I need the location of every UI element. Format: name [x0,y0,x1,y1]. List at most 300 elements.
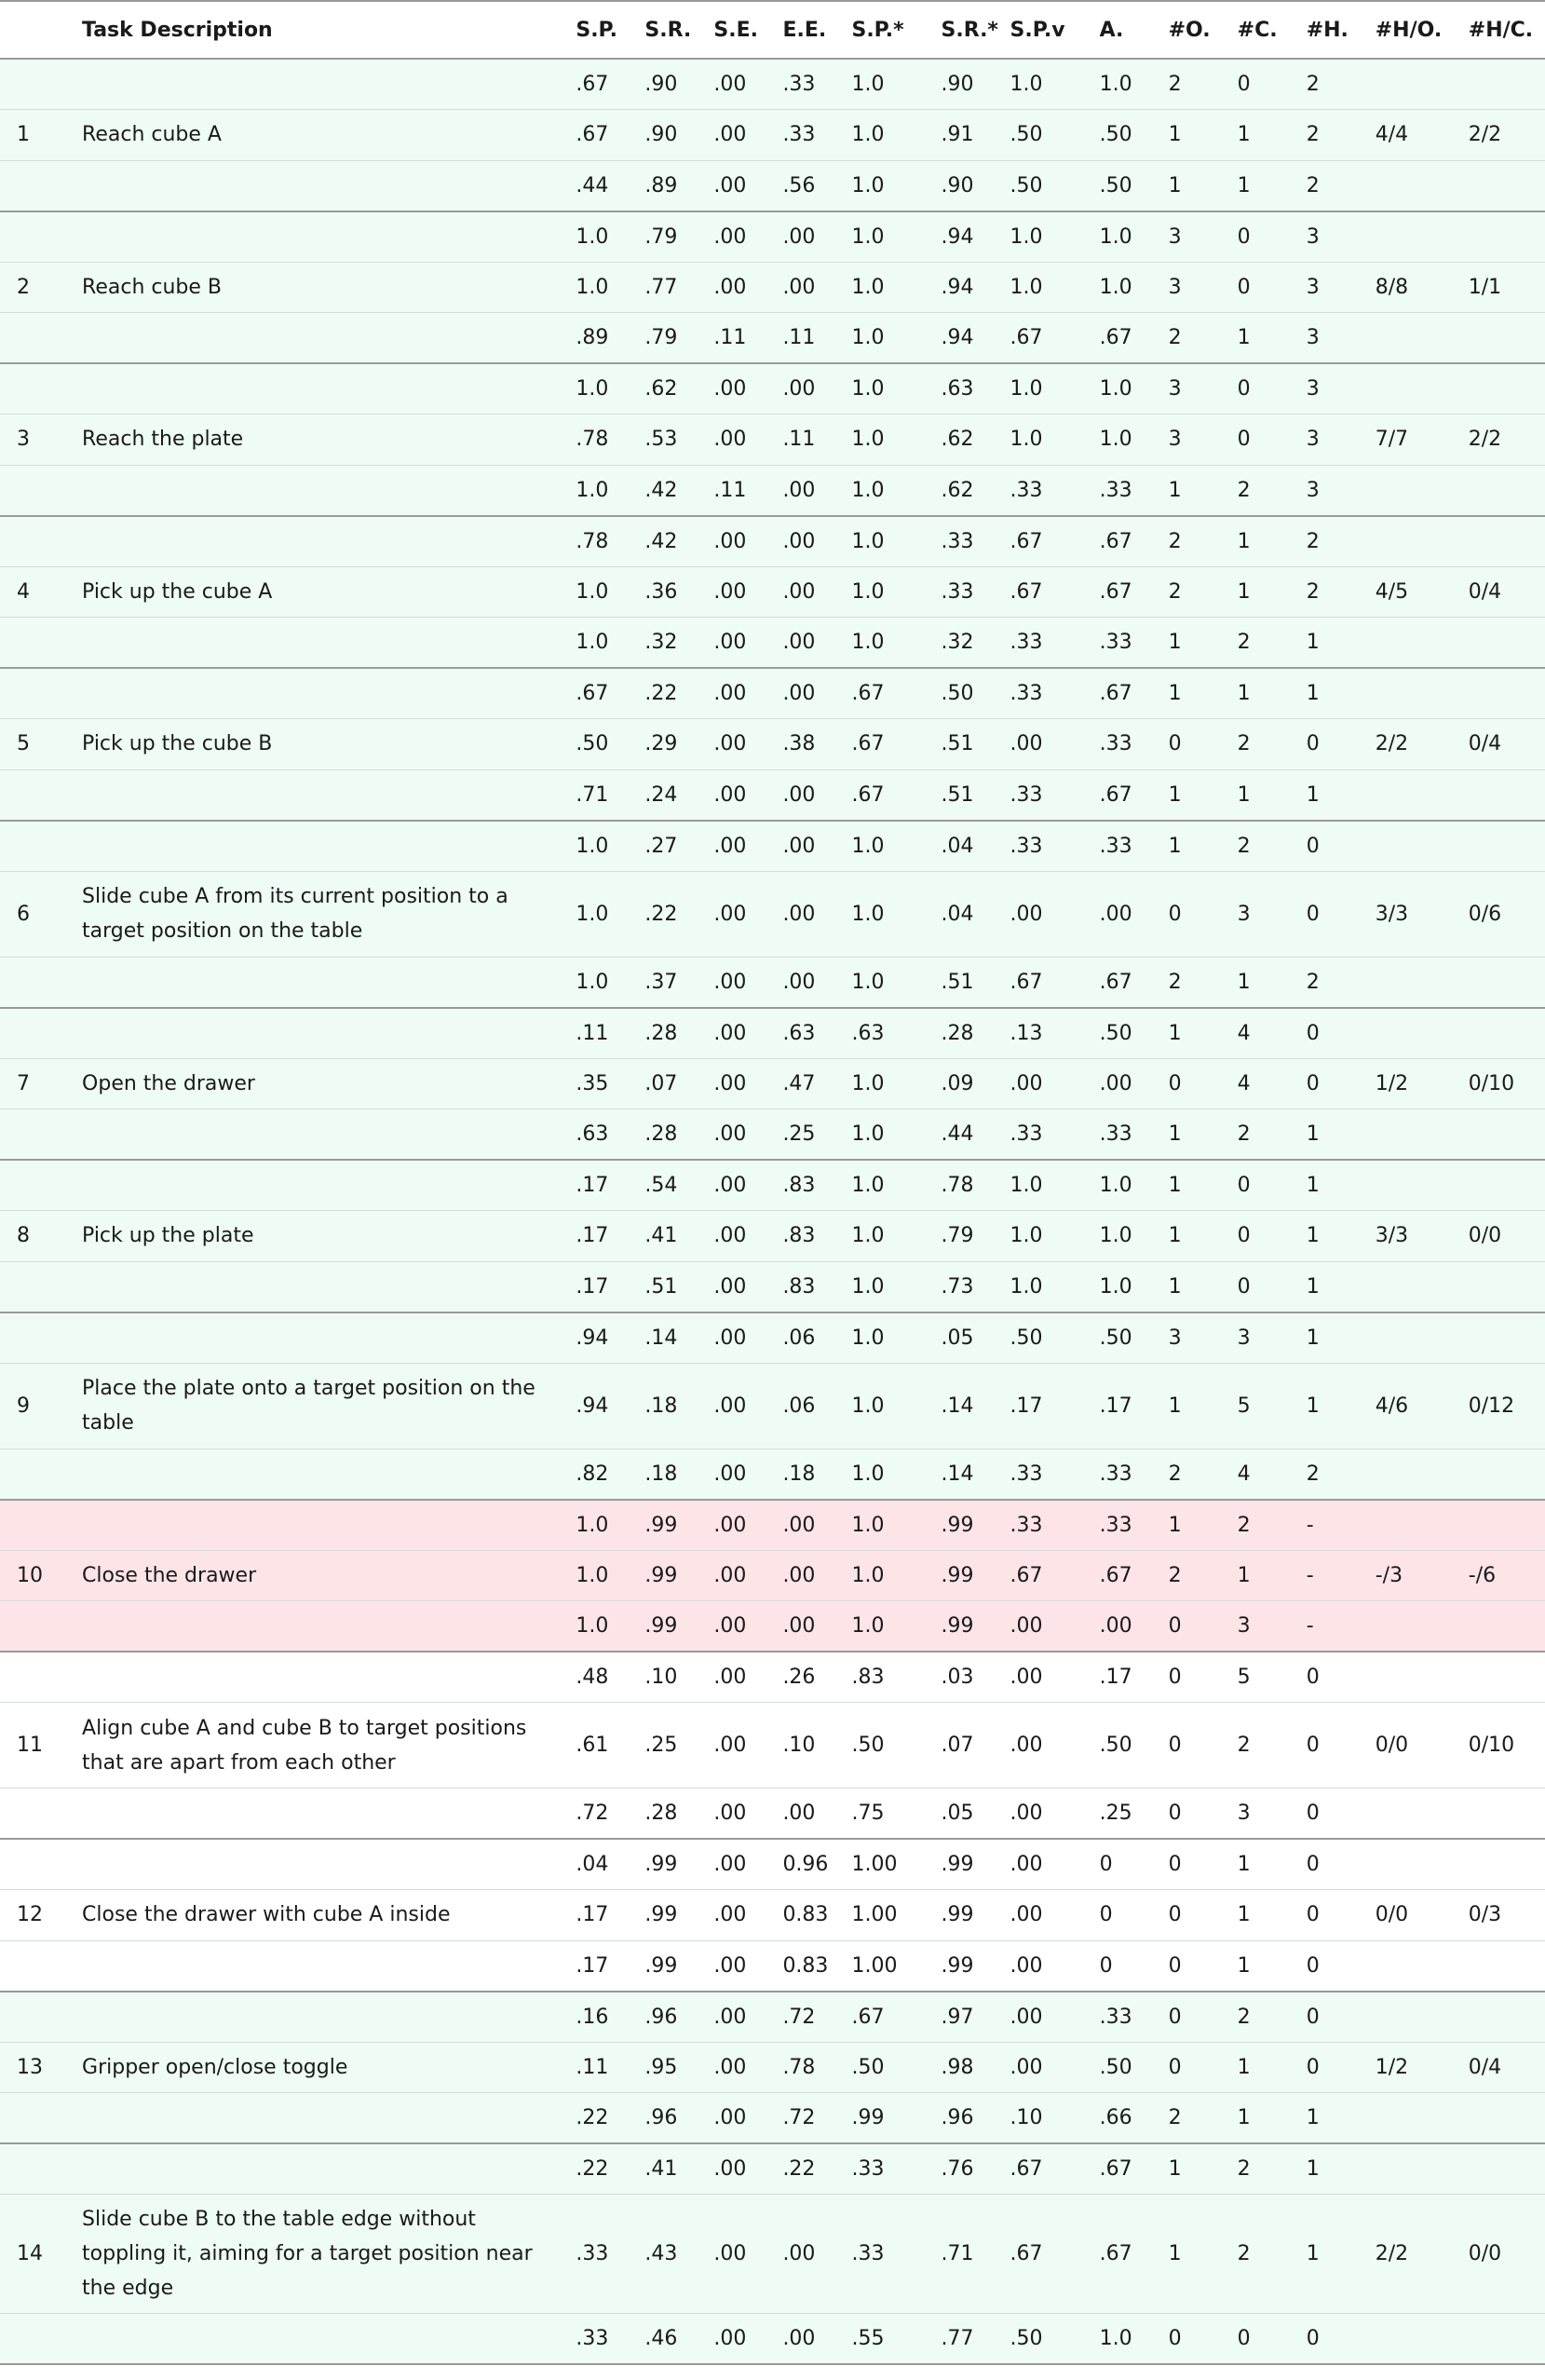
cell-se: .00 [697,1261,766,1312]
table-bottom-rule [0,2364,1545,2365]
task-id-cell [0,618,65,669]
cell-sr: .36 [628,566,697,618]
cell-sr-star: .07 [925,1703,994,1788]
cell-a: 1.0 [1083,1261,1152,1312]
task-description-cell [65,2093,559,2144]
cell-h-over-o [1359,1788,1452,1840]
cell-ee: .00 [766,618,834,669]
task-id-cell: 7 [0,1058,65,1109]
task-description-cell [65,211,559,263]
cell-a: 0 [1083,1890,1152,1941]
cell-sp: .50 [559,719,628,770]
cell-sp: .11 [559,2042,628,2093]
cell-sp-star: .33 [834,2143,924,2195]
cell-h-over-c: 0/6 [1452,871,1545,957]
cell-spv: .13 [994,1008,1083,1059]
task-id-cell [0,1109,65,1161]
cell-sp-star: .83 [834,1652,924,1703]
task-id-cell [0,313,65,364]
table-row [0,769,1545,821]
cell-a: .17 [1083,1652,1152,1703]
cell-sp-star: .50 [834,2042,924,2093]
task-group-13 [0,1992,1545,2144]
cell-h-over-c [1452,211,1545,263]
cell-a: .00 [1083,1601,1152,1652]
task-id-cell [0,1652,65,1703]
cell-sr: .53 [628,415,697,466]
table-row [0,1109,1545,1161]
cell-sr-star: .05 [925,1312,994,1364]
cell-spv: .00 [994,1890,1083,1941]
cell-sr-star: .98 [925,2042,994,2093]
cell-h-over-o: 4/5 [1359,566,1452,618]
cell-sp: .16 [559,1992,628,2043]
table-row [0,1261,1545,1312]
cell-h-over-o: 8/8 [1359,262,1452,313]
cell-sr-star: .73 [925,1261,994,1312]
task-id-cell [0,668,65,719]
cell-spv: .00 [994,1652,1083,1703]
cell-num-c: 0 [1221,211,1290,263]
cell-spv: .00 [994,1703,1083,1788]
cell-a: .33 [1083,719,1152,770]
cell-a: .00 [1083,1058,1152,1109]
cell-h-over-c: 0/12 [1452,1363,1545,1448]
task-id-cell: 12 [0,1890,65,1941]
task-group-12 [0,1839,1545,1992]
cell-h-over-c [1452,2143,1545,2195]
task-id-cell [0,363,65,415]
cell-num-o: 0 [1152,871,1221,957]
cell-h-over-c [1452,769,1545,821]
table-row [0,363,1545,415]
cell-num-o: 1 [1152,1008,1221,1059]
cell-num-h: 3 [1290,415,1359,466]
cell-num-c: 0 [1221,415,1290,466]
cell-sp: .17 [559,1261,628,1312]
cell-ee: .00 [766,668,834,719]
cell-sp: .67 [559,59,628,110]
cell-sr-star: .97 [925,1992,994,2043]
cell-sp-star: 1.0 [834,415,924,466]
cell-sr: .28 [628,1008,697,1059]
cell-num-o: 0 [1152,1058,1221,1109]
cell-num-h: 1 [1290,1261,1359,1312]
cell-num-c: 5 [1221,1652,1290,1703]
table-row [0,2314,1545,2365]
cell-h-over-o [1359,769,1452,821]
task-description-cell [65,1992,559,2043]
cell-spv: .67 [994,2143,1083,2195]
cell-sp-star: 1.0 [834,211,924,263]
cell-h-over-o: 0/0 [1359,1890,1452,1941]
task-description-cell [65,769,559,821]
cell-spv: .33 [994,618,1083,669]
table-row [0,1652,1545,1703]
cell-ee: .22 [766,2143,834,2195]
task-id-cell: 13 [0,2042,65,2093]
task-id-cell: 14 [0,2195,65,2314]
task-id-cell [0,769,65,821]
task-id-cell: 10 [0,1550,65,1601]
cell-sr: .10 [628,1652,697,1703]
task-description-cell [65,1601,559,1652]
cell-num-c: 3 [1221,1601,1290,1652]
table-row [0,2143,1545,2195]
cell-sp: 1.0 [559,566,628,618]
task-description-cell: Gripper open/close toggle [65,2042,559,2093]
cell-h-over-c [1452,363,1545,415]
header-ee: E.E. [766,1,834,59]
cell-se: .00 [697,719,766,770]
cell-sp: 1.0 [559,957,628,1008]
task-id-cell [0,1448,65,1500]
cell-num-h: - [1290,1550,1359,1601]
cell-h-over-c [1452,1008,1545,1059]
cell-num-h: - [1290,1601,1359,1652]
cell-num-h: 0 [1290,1703,1359,1788]
cell-sp-star: 1.0 [834,1109,924,1161]
task-id-cell [0,2314,65,2365]
cell-sr-star: .63 [925,363,994,415]
cell-ee: .00 [766,262,834,313]
cell-h-over-o [1359,59,1452,110]
cell-spv: .67 [994,313,1083,364]
cell-a: .33 [1083,618,1152,669]
cell-sr-star: .94 [925,262,994,313]
cell-ee: .00 [766,957,834,1008]
cell-se: .00 [697,1839,766,1890]
cell-sr-star: .71 [925,2195,994,2314]
cell-h-over-c [1452,1992,1545,2043]
cell-sp: .89 [559,313,628,364]
cell-num-o: 1 [1152,160,1221,211]
cell-se: .00 [697,1652,766,1703]
table-row [0,566,1545,618]
cell-h-over-o: 4/6 [1359,1363,1452,1448]
cell-num-o: 1 [1152,618,1221,669]
cell-sp-star: .63 [834,1008,924,1059]
cell-sr: .41 [628,2143,697,2195]
task-description-cell [65,957,559,1008]
cell-num-o: 1 [1152,668,1221,719]
cell-spv: .33 [994,1109,1083,1161]
cell-sp: .71 [559,769,628,821]
cell-h-over-c [1452,668,1545,719]
table-row [0,1160,1545,1211]
cell-sp: .82 [559,1448,628,1500]
cell-num-h: 0 [1290,821,1359,872]
cell-num-h: 2 [1290,957,1359,1008]
cell-sp-star: .67 [834,1992,924,2043]
cell-sp: .04 [559,1839,628,1890]
cell-spv: .33 [994,769,1083,821]
cell-se: .00 [697,1211,766,1262]
cell-ee: 0.96 [766,1839,834,1890]
cell-num-c: 1 [1221,1550,1290,1601]
cell-se: .00 [697,110,766,161]
cell-spv: .67 [994,516,1083,567]
task-description-cell [65,1788,559,1840]
cell-ee: .18 [766,1448,834,1500]
cell-sp-star: 1.0 [834,465,924,516]
cell-se: .00 [697,2093,766,2144]
cell-ee: .47 [766,1058,834,1109]
cell-spv: .50 [994,2314,1083,2365]
cell-sp-star: 1.0 [834,1601,924,1652]
cell-sp: 1.0 [559,363,628,415]
cell-ee: .00 [766,363,834,415]
cell-num-o: 0 [1152,719,1221,770]
task-group-14 [0,2143,1545,2364]
cell-num-c: 0 [1221,1160,1290,1211]
cell-spv: .50 [994,160,1083,211]
cell-sr: .96 [628,1992,697,2043]
cell-h-over-c [1452,1940,1545,1992]
cell-h-over-o: 7/7 [1359,415,1452,466]
header-sr: S.R. [628,1,697,59]
cell-h-over-c: 2/2 [1452,110,1545,161]
cell-num-o: 0 [1152,1839,1221,1890]
cell-ee: .10 [766,1703,834,1788]
table-row [0,2093,1545,2144]
cell-num-h: 0 [1290,1890,1359,1941]
table-row [0,1839,1545,1890]
cell-num-c: 1 [1221,668,1290,719]
cell-spv: .50 [994,110,1083,161]
table-row [0,1940,1545,1992]
cell-num-h: 2 [1290,516,1359,567]
cell-sp-star: .50 [834,1703,924,1788]
cell-h-over-o [1359,211,1452,263]
cell-h-over-c: 0/0 [1452,2195,1545,2314]
cell-a: .50 [1083,1703,1152,1788]
cell-num-c: 0 [1221,59,1290,110]
cell-sr-star: .91 [925,110,994,161]
cell-h-over-c [1452,160,1545,211]
cell-sp-star: 1.0 [834,262,924,313]
cell-sr-star: .94 [925,211,994,263]
cell-a: .67 [1083,957,1152,1008]
cell-sp: .35 [559,1058,628,1109]
cell-h-over-o [1359,313,1452,364]
task-description-cell [65,2314,559,2365]
cell-num-c: 3 [1221,1312,1290,1364]
task-description-cell: Reach cube A [65,110,559,161]
task-description-cell [65,1312,559,1364]
cell-num-o: 3 [1152,415,1221,466]
task-description-cell: Align cube A and cube B to target positions that are apart from each other [65,1703,559,1788]
task-description-cell [65,1109,559,1161]
cell-ee: .72 [766,1992,834,2043]
cell-num-c: 3 [1221,871,1290,957]
cell-num-h: 2 [1290,110,1359,161]
cell-h-over-o [1359,1261,1452,1312]
task-description-cell [65,1261,559,1312]
cell-se: .00 [697,821,766,872]
cell-se: .00 [697,1109,766,1161]
cell-h-over-c: 0/4 [1452,2042,1545,2093]
cell-sp: .17 [559,1890,628,1941]
header-sp-star: S.P.* [834,1,924,59]
cell-a: 1.0 [1083,2314,1152,2365]
cell-sp-star: .55 [834,2314,924,2365]
cell-spv: 1.0 [994,262,1083,313]
cell-se: .00 [697,160,766,211]
cell-a: .67 [1083,2143,1152,2195]
cell-num-c: 5 [1221,1363,1290,1448]
task-description-cell [65,1652,559,1703]
table-row [0,871,1545,957]
cell-sr: .18 [628,1363,697,1448]
cell-h-over-o: -/3 [1359,1550,1452,1601]
cell-h-over-c [1452,465,1545,516]
cell-sr: .99 [628,1940,697,1992]
task-id-cell: 4 [0,566,65,618]
cell-num-o: 0 [1152,2314,1221,2365]
cell-h-over-c [1452,1312,1545,1364]
cell-h-over-c: 0/10 [1452,1058,1545,1109]
task-id-cell [0,59,65,110]
cell-h-over-c [1452,1788,1545,1840]
cell-h-over-c [1452,313,1545,364]
cell-num-o: 0 [1152,1890,1221,1941]
cell-ee: .72 [766,2093,834,2144]
cell-h-over-c [1452,1839,1545,1890]
cell-num-h: 0 [1290,2314,1359,2365]
task-description-cell [65,1839,559,1890]
cell-num-h: 1 [1290,1211,1359,1262]
task-description-cell: Reach the plate [65,415,559,466]
cell-se: .00 [697,1312,766,1364]
cell-num-h: 1 [1290,2143,1359,2195]
cell-num-h: 0 [1290,1992,1359,2043]
cell-sr: .77 [628,262,697,313]
cell-sr-star: .90 [925,59,994,110]
cell-spv: .67 [994,957,1083,1008]
cell-sr: .22 [628,668,697,719]
cell-ee: .56 [766,160,834,211]
cell-sp: .72 [559,1788,628,1840]
cell-sr-star: .62 [925,465,994,516]
cell-se: .00 [697,2042,766,2093]
cell-h-over-c [1452,957,1545,1008]
cell-se: .00 [697,1992,766,2043]
header-sr-star: S.R.* [925,1,994,59]
cell-se: .00 [697,363,766,415]
cell-a: 1.0 [1083,415,1152,466]
cell-sp-star: 1.0 [834,1261,924,1312]
cell-se: .00 [697,1788,766,1840]
cell-h-over-c [1452,618,1545,669]
cell-sp-star: 1.0 [834,1550,924,1601]
cell-sr-star: .96 [925,2093,994,2144]
cell-num-h: 1 [1290,1109,1359,1161]
cell-sr: .79 [628,313,697,364]
cell-sr: .99 [628,1550,697,1601]
task-id-cell [0,1839,65,1890]
cell-h-over-o [1359,1160,1452,1211]
table-row [0,59,1545,110]
cell-h-over-o [1359,668,1452,719]
cell-num-h: 1 [1290,2093,1359,2144]
cell-sr: .22 [628,871,697,957]
cell-h-over-c: 1/1 [1452,262,1545,313]
table-row [0,1890,1545,1941]
cell-num-c: 2 [1221,2143,1290,2195]
cell-sr: .46 [628,2314,697,2365]
cell-sp-star: 1.0 [834,618,924,669]
cell-num-c: 1 [1221,957,1290,1008]
table-row [0,1788,1545,1840]
cell-se: .00 [697,1448,766,1500]
cell-h-over-c [1452,2093,1545,2144]
header-se: S.E. [697,1,766,59]
cell-num-c: 2 [1221,465,1290,516]
cell-sr-star: .99 [925,1890,994,1941]
cell-se: .00 [697,1550,766,1601]
cell-num-c: 2 [1221,1992,1290,2043]
cell-a: .67 [1083,516,1152,567]
cell-num-c: 4 [1221,1448,1290,1500]
header-a: A. [1083,1,1152,59]
cell-num-h: 2 [1290,1448,1359,1500]
cell-num-c: 1 [1221,2093,1290,2144]
table-row [0,1312,1545,1364]
cell-spv: 1.0 [994,59,1083,110]
table-row [0,516,1545,567]
cell-h-over-o: 4/4 [1359,110,1452,161]
cell-num-o: 0 [1152,1788,1221,1840]
cell-a: .00 [1083,871,1152,957]
cell-spv: 1.0 [994,1211,1083,1262]
cell-sp-star: .67 [834,668,924,719]
task-id-cell [0,1008,65,1059]
cell-se: .00 [697,1008,766,1059]
cell-se: .00 [697,769,766,821]
task-group-9 [0,1312,1545,1500]
task-group-10 [0,1500,1545,1652]
cell-se: .00 [697,59,766,110]
task-id-cell [0,1312,65,1364]
cell-ee: .11 [766,313,834,364]
cell-sp: .17 [559,1160,628,1211]
cell-a: 1.0 [1083,363,1152,415]
cell-sr: .89 [628,160,697,211]
cell-spv: .00 [994,871,1083,957]
cell-sp-star: 1.0 [834,957,924,1008]
cell-num-o: 0 [1152,1940,1221,1992]
header-row [0,1,1545,59]
cell-num-o: 0 [1152,1992,1221,2043]
table-row [0,1500,1545,1551]
cell-spv: .00 [994,1788,1083,1840]
table-row [0,2042,1545,2093]
cell-sp-star: 1.0 [834,59,924,110]
cell-ee: .83 [766,1211,834,1262]
cell-ee: .00 [766,821,834,872]
cell-se: .00 [697,415,766,466]
cell-num-o: 2 [1152,313,1221,364]
cell-ee: .00 [766,566,834,618]
cell-sr: .28 [628,1109,697,1161]
cell-sp: .33 [559,2195,628,2314]
cell-se: .00 [697,211,766,263]
cell-ee: 0.83 [766,1890,834,1941]
cell-se: .00 [697,262,766,313]
cell-ee: .83 [766,1261,834,1312]
task-id-cell [0,1601,65,1652]
